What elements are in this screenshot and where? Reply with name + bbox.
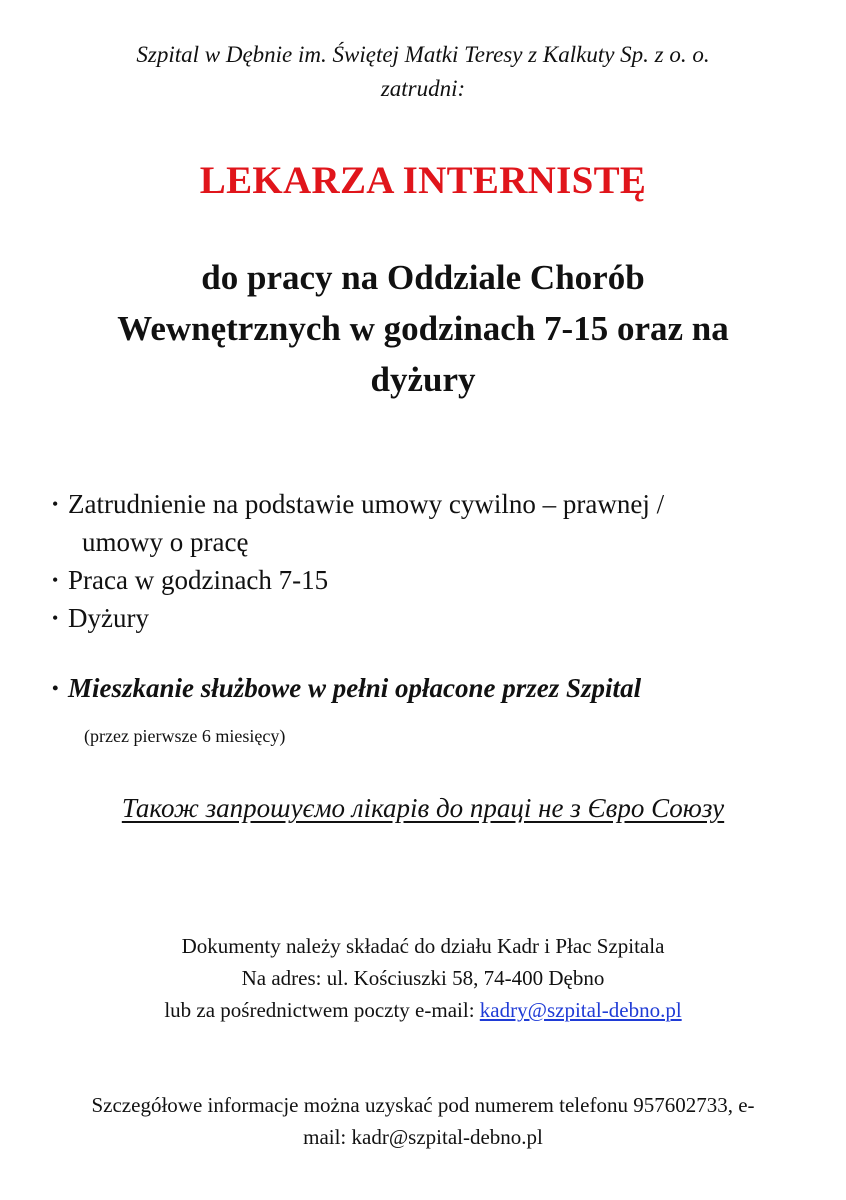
position-description-line-1: do pracy na Oddziale Chorób: [201, 258, 645, 297]
application-email-prefix: lub za pośrednictwem poczty e-mail:: [164, 998, 480, 1022]
details-contact-line-2: mail: kadr@szpital-debno.pl: [303, 1125, 543, 1149]
employer-name: Szpital w Dębnie im. Świętej Matki Teresy z Kalkuty Sp. z o. o.: [136, 42, 710, 67]
benefit-item-contract: [52, 485, 812, 561]
position-title: LEKARZA INTERNISTĘ: [199, 159, 647, 202]
benefit-text: Zatrudnienie na podstawie umowy cywilno – prawnej /: [68, 489, 665, 519]
benefit-item-housing: [52, 669, 812, 707]
details-contact: [30, 1089, 816, 1153]
bullet-icon: •: [52, 608, 59, 628]
application-instructions: [40, 930, 806, 1026]
benefit-text-continued: umowy o pracę: [82, 527, 249, 557]
benefit-text: Mieszkanie służbowe w pełni opłacone przez Szpital: [68, 673, 642, 703]
hiring-label: zatrudni:: [380, 76, 466, 101]
benefits-list: [52, 485, 812, 707]
application-email-line: [40, 994, 806, 1026]
position-description-line-2: Wewnętrznych w godzinach 7-15 oraz na: [117, 309, 729, 348]
application-address: Na adres: ul. Kościuszki 58, 74-400 Dębno: [241, 966, 605, 990]
benefit-text: Dyżury: [68, 603, 149, 633]
employer-header: [40, 38, 806, 106]
bullet-icon: •: [52, 678, 59, 698]
benefit-item-duty: [52, 599, 812, 637]
foreign-doctors-invitation: Також запрошуємо лікарів до праці не з Євро Союзу: [121, 793, 725, 823]
position-description: [30, 252, 816, 405]
benefit-text: Praca w godzinach 7-15: [68, 565, 329, 595]
position-description-line-3: dyżury: [370, 360, 476, 399]
details-contact-line-1: Szczegółowe informacje można uzyskać pod numerem telefonu 957602733, e-: [91, 1093, 755, 1117]
application-email-link[interactable]: kadry@szpital-debno.pl: [479, 998, 682, 1022]
benefit-item-hours: [52, 561, 812, 599]
bullet-icon: •: [52, 494, 59, 514]
application-department: Dokumenty należy składać do działu Kadr i Płac Szpitala: [181, 934, 665, 958]
bullet-icon: •: [52, 570, 59, 590]
housing-note: (przez pierwsze 6 miesięcy): [84, 726, 286, 746]
